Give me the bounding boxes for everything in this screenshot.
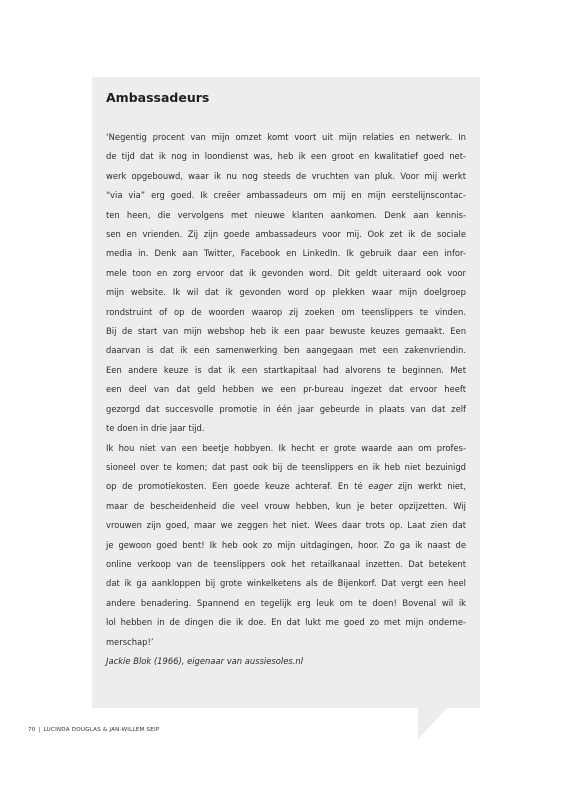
body-line: een deel van dat geld hebben we een pr-bureau ingezet dat ervoor heeft — [106, 384, 466, 395]
body-line: merschap!’ — [106, 636, 154, 647]
quote-content — [106, 90, 466, 671]
body-line: dat ik ga aankloppen bij grote winkelketens als de Bijenkorf. Dat vergt een heel — [106, 578, 466, 589]
section-heading: Ambassadeurs — [106, 90, 210, 105]
body-line: sen en vrienden. Zij zijn goede ambassadeurs voor mij. Ook zet ik de sociale — [106, 229, 466, 240]
body-line: ten heen, die vervolgens met nieuwe klanten aankomen. Denk aan kennis- — [106, 209, 466, 220]
body-line: sioneel over te komen; dat past ook bij de teenslippers en ik heb niet bezuinigd — [106, 461, 466, 472]
body-line: daarvan is dat ik een samenwerking ben aangegaan met een zakenvriendin. — [106, 345, 466, 356]
body-line: ‘Negentig procent van mijn omzet komt voort uit mijn relaties en netwerk. In — [106, 132, 466, 142]
body-line: Een andere keuze is dat ik een startkapitaal had alvorens te beginnen. Met — [106, 364, 466, 375]
footer-authors: LUCINDA DOUGLAS & JAN-WILLEM SEIP — [43, 727, 160, 733]
body-line: Ik hou niet van een beetje hobbyen. Ik hecht er grote waarde aan om profes- — [106, 442, 466, 453]
quote-body — [106, 128, 466, 652]
body-line: maar de bescheidenheid die veel vrouw hebben, kun je beter opzijzetten. Wij — [106, 500, 466, 511]
footer-separator: | — [38, 727, 41, 733]
quote-attribution: Jackie Blok (1966), eigenaar van aussiesoles.nl — [106, 655, 304, 666]
body-line: rondstruint of op de woorden waarop zij zoeken om teenslippers te vinden. — [106, 306, 466, 317]
body-line: “via via” erg goed. Ik creëer ambassadeurs om mij en mijn eerstelijnscontac- — [106, 190, 466, 201]
body-line: mele toon en zorg ervoor dat ik gevonden word. Dit geldt uiteraard ook voor — [106, 267, 466, 278]
body-line: andere benadering. Spannend en tegelijk erg leuk om te doen! Bovenal wil ik — [106, 597, 466, 608]
body-line: mijn website. Ik wil dat ik gevonden word op plekken waar mijn doelgroep — [106, 287, 466, 298]
body-line: op de promotiekosten. Een goede keuze achteraf. En té eager zijn werkt niet, — [106, 481, 466, 492]
body-line: media in. Denk aan Twitter, Facebook en LinkedIn. Ik gebruik daar een infor- — [106, 248, 466, 259]
page-footer — [28, 727, 159, 733]
body-line: gezorgd dat succesvolle promotie in één jaar gebeurde in plaats van dat zelf — [106, 403, 466, 414]
body-line: te doen in drie jaar tijd. — [106, 423, 205, 434]
body-line: online verkoop van de teenslippers ook het retailkanaal inzetten. Dat betekent — [106, 558, 466, 569]
body-line: vrouwen zijn goed, maar we zeggen het niet. Wees daar trots op. Laat zien dat — [106, 520, 466, 531]
body-line: lol hebben in de dingen die ik doe. En dat lukt me goed zo met mijn onderne- — [106, 617, 466, 628]
quote-bubble-tail — [418, 707, 448, 739]
body-line: werk opgebouwd, waar ik nu nog steeds de vruchten van pluk. Voor mij werkt — [106, 170, 466, 181]
body-line: je gewoon goed bent! Ik heb ook zo mijn uitdagingen, hoor. Zo ga ik naast de — [106, 539, 466, 550]
body-line: de tijd dat ik nog in loondienst was, heb ik een groot en kwalitatief goed net- — [106, 151, 466, 162]
page-number: 70 — [28, 727, 36, 733]
body-line: Bij de start van mijn webshop heb ik een paar bewuste keuzes gemaakt. Een — [106, 326, 466, 337]
